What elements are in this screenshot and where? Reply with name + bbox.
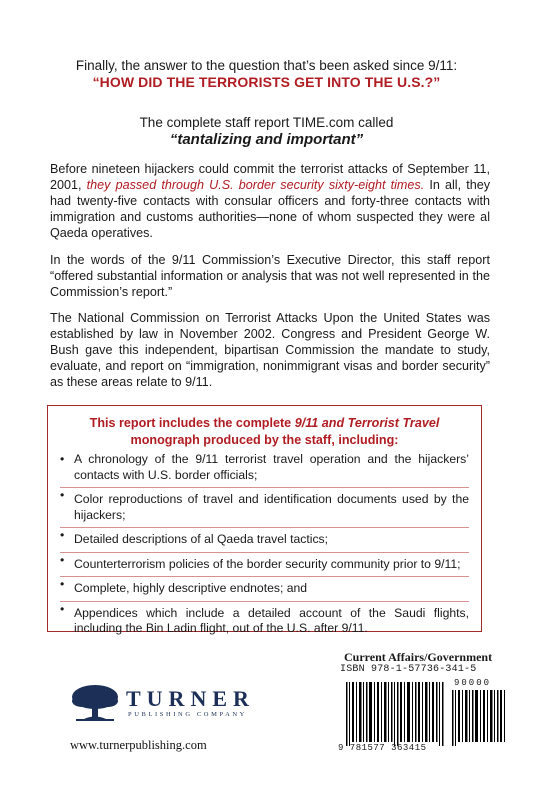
contents-heading-b: monograph produced by the staff, including: — [130, 433, 399, 447]
intro-headline: “HOW DID THE TERRORISTS GET INTO THE U.S.?” — [92, 74, 441, 90]
contents-heading-a: This report includes the complete — [89, 416, 292, 430]
contents-item: • Detailed descriptions of al Qaeda travel tactics; — [60, 527, 469, 548]
paragraph-hijackers-a: Before nineteen hijackers could commit the terrorist attacks of September 11, 2001, — [50, 162, 490, 192]
intro-block — [30, 57, 503, 91]
publisher-logo — [70, 683, 270, 723]
contents-item: • A chronology of the 9/11 terrorist travel operation and the hijackers’ contacts with U.S. border officials; — [60, 452, 469, 483]
publisher-name: TURNER — [126, 686, 255, 711]
contents-item: • Counterterrorism policies of the border security community prior to 9/11; — [60, 552, 469, 573]
intro-lead: Finally, the answer to the question that’s been asked since 9/11: — [75, 58, 458, 73]
staff-report-quote: “tantalizing and important” — [169, 131, 364, 148]
contents-item: • Color reproductions of travel and identification documents used by the hijackers; — [60, 487, 469, 523]
tree-icon — [70, 683, 120, 723]
contents-heading-title: 9/11 and Terrorist Travel — [294, 416, 440, 430]
paragraph-executive-director: In the words of the 9/11 Commission’s Executive Director, this staff report “offered substantial information or analysis that was not well represented in the Commission’s report.” — [50, 253, 490, 299]
barcode-number: 9 781577 363415 — [338, 743, 427, 753]
contents-list — [60, 452, 469, 637]
publisher-url: www.turnerpublishing.com — [70, 738, 207, 752]
paragraph-hijackers — [50, 161, 490, 241]
contents-item: • Appendices which include a detailed account of the Saudi flights, including the Bin Ladin flight, out of the U.S. after 9/11. — [60, 601, 469, 637]
publisher-subtitle: PUBLISHING COMPANY — [128, 711, 247, 718]
staff-report-line: The complete staff report TIME.com called — [139, 115, 394, 130]
staff-report-block — [30, 114, 503, 148]
isbn-number: ISBN 978-1-57736-341-5 — [340, 664, 477, 675]
paragraph-hijackers-b: In all, they had twenty-five contacts with consular officers and forty-three contacts with immigration and customs authorities—none of whom suspected they were al Qaeda operatives. — [50, 178, 491, 240]
contents-box — [47, 405, 482, 635]
price-code: 90000 — [454, 678, 492, 688]
contents-box-heading — [48, 415, 481, 449]
book-category: Current Affairs/Government — [344, 650, 493, 664]
paragraph-commission: The National Commission on Terrorist Attacks Upon the United States was established by law in November 2002. Congress and President George W. Bush gave this independent, bipartisan Commission the mandate to study, evaluate, and report on “immigration, nonimmigrant visas and border security” as these areas relate to 9/11. — [50, 311, 490, 389]
paragraph-hijackers-emphasis: they passed through U.S. border security sixty-eight times. — [86, 178, 425, 192]
contents-item: • Complete, highly descriptive endnotes; and — [60, 576, 469, 597]
